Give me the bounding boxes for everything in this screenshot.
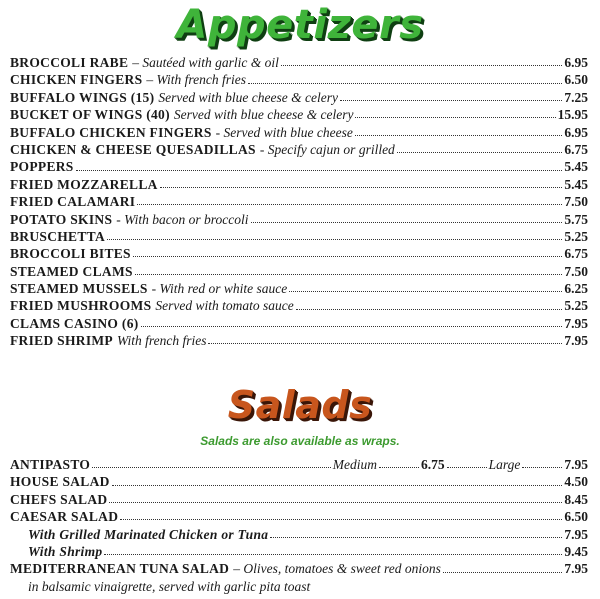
item-price: 7.95 (564, 333, 588, 349)
menu-item (10, 473, 588, 490)
appetizers-list (10, 54, 588, 350)
dot-leader (120, 519, 562, 520)
size-large-label: Large (488, 457, 521, 472)
item-name: CLAMS CASINO (6) (10, 315, 139, 331)
item-price: 6.95 (564, 55, 588, 70)
item-price: 4.50 (564, 474, 588, 490)
dot-leader (109, 502, 562, 503)
item-description: - With bacon or broccoli (116, 211, 249, 227)
dot-leader (355, 135, 563, 136)
size-large-price: 7.95 (564, 457, 588, 472)
item-price: 6.25 (564, 281, 588, 297)
menu-item-antipasto (10, 456, 588, 473)
dot-leader (522, 467, 562, 468)
item-name: With Shrimp (28, 543, 103, 559)
item-name: ANTIPASTO (10, 457, 91, 472)
item-description: - With red or white sauce (151, 281, 288, 297)
item-price: 6.75 (564, 141, 588, 157)
item-name: STEAMED CLAMS (10, 263, 133, 279)
item-price: 7.95 (564, 315, 588, 331)
menu-item (10, 193, 588, 210)
item-name: POPPERS (10, 159, 74, 175)
item-price: 7.50 (564, 263, 588, 279)
item-price: 7.50 (564, 194, 588, 210)
dot-leader (447, 467, 487, 468)
menu-item (10, 332, 588, 349)
menu-item (10, 124, 588, 141)
dot-leader (133, 256, 563, 257)
dot-leader (208, 343, 562, 344)
dot-leader (251, 222, 563, 223)
item-description: With french fries (116, 333, 207, 349)
item-price: 7.25 (564, 89, 588, 105)
dot-leader (296, 309, 563, 310)
dot-leader (340, 100, 562, 101)
dot-leader (443, 572, 563, 573)
dot-leader (141, 326, 563, 327)
item-description: Served with tomato sauce (155, 298, 294, 314)
salad-items (10, 473, 588, 560)
item-name: BROCCOLI BITES (10, 246, 131, 262)
menu-item (10, 54, 588, 71)
item-name: CHICKEN FINGERS (10, 72, 143, 88)
item-description: Served with blue cheese & celery (158, 89, 338, 105)
dot-leader (92, 467, 331, 468)
item-price: 5.25 (564, 228, 588, 244)
item-name: STEAMED MUSSELS (10, 281, 148, 297)
item-name: FRIED SHRIMP (10, 333, 113, 349)
item-price: 6.75 (564, 246, 588, 262)
menu-item (10, 245, 588, 262)
item-name: HOUSE SALAD (10, 474, 110, 490)
menu-item (10, 491, 588, 508)
item-name: BUFFALO CHICKEN FINGERS (10, 124, 212, 140)
menu-item (10, 280, 588, 297)
item-price: 9.45 (564, 543, 588, 559)
dot-leader (379, 467, 419, 468)
appetizers-heading: Appetizers (176, 2, 424, 48)
item-price: 5.45 (564, 176, 588, 192)
dot-leader (107, 239, 562, 240)
item-price: 6.50 (564, 72, 588, 88)
item-price: 7.95 (564, 561, 588, 577)
item-name: CHICKEN & CHEESE QUESADILLAS (10, 141, 256, 157)
item-description: – Sautéed with garlic & oil (132, 55, 279, 70)
item-name: FRIED MUSHROOMS (10, 298, 152, 314)
salads-note: Salads are also available as wraps. (200, 434, 400, 448)
menu-item (10, 158, 588, 175)
item-description-continued: in balsamic vinaigrette, served with garlic pita toast (28, 578, 311, 594)
menu-item (10, 141, 588, 158)
item-name: CAESAR SALAD (10, 509, 119, 525)
item-name: BUFFALO WINGS (15) (10, 89, 155, 105)
dot-leader (160, 187, 563, 188)
item-description: - Served with blue cheese (215, 124, 353, 140)
menu-item (10, 543, 588, 560)
dot-leader (137, 204, 562, 205)
size-medium-price: 6.75 (420, 457, 445, 472)
dot-leader (397, 152, 563, 153)
dot-leader (76, 170, 563, 171)
item-price: 5.25 (564, 298, 588, 314)
item-price: 6.95 (564, 124, 588, 140)
item-price: 6.50 (564, 509, 588, 525)
dot-leader (104, 554, 562, 555)
dot-leader (135, 274, 563, 275)
item-price: 5.45 (564, 159, 588, 175)
item-name: MEDITERRANEAN TUNA SALAD (10, 561, 230, 577)
dot-leader (112, 485, 563, 486)
item-description: – Olives, tomatoes & sweet red onions (233, 561, 441, 577)
dot-leader (355, 117, 555, 118)
dot-leader (270, 537, 562, 538)
dot-leader (289, 291, 562, 292)
item-price: 8.45 (564, 491, 588, 507)
item-description: - Specify cajun or grilled (259, 141, 395, 157)
menu-item (10, 211, 588, 228)
item-name: BROCCOLI RABE (10, 55, 129, 70)
item-price: 7.95 (564, 526, 588, 542)
dot-leader (248, 83, 562, 84)
menu-item (10, 526, 588, 543)
menu-item (10, 106, 588, 123)
item-name: CHEFS SALAD (10, 491, 108, 507)
item-name: FRIED CALAMARI (10, 194, 136, 210)
menu-item-mediterranean (10, 560, 588, 577)
menu-item (10, 228, 588, 245)
item-price: 5.75 (564, 211, 588, 227)
item-description: Served with blue cheese & celery (173, 107, 354, 123)
salads-list (10, 456, 588, 595)
menu-item (10, 508, 588, 525)
item-name: BRUSCHETTA (10, 228, 106, 244)
item-name: BUCKET OF WINGS (40) (10, 107, 170, 123)
menu-item (10, 263, 588, 280)
salads-heading: Salads (227, 383, 373, 427)
size-medium-label: Medium (332, 457, 377, 472)
menu-item (10, 89, 588, 106)
item-price: 15.95 (557, 107, 588, 123)
item-name: FRIED MOZZARELLA (10, 176, 158, 192)
item-name: With Grilled Marinated Chicken or Tuna (28, 526, 269, 542)
menu-item (10, 315, 588, 332)
menu-item (10, 297, 588, 314)
menu-item (10, 71, 588, 88)
dot-leader (281, 65, 562, 66)
menu-item (10, 176, 588, 193)
item-description: – With french fries (146, 72, 247, 88)
item-name: POTATO SKINS (10, 211, 113, 227)
